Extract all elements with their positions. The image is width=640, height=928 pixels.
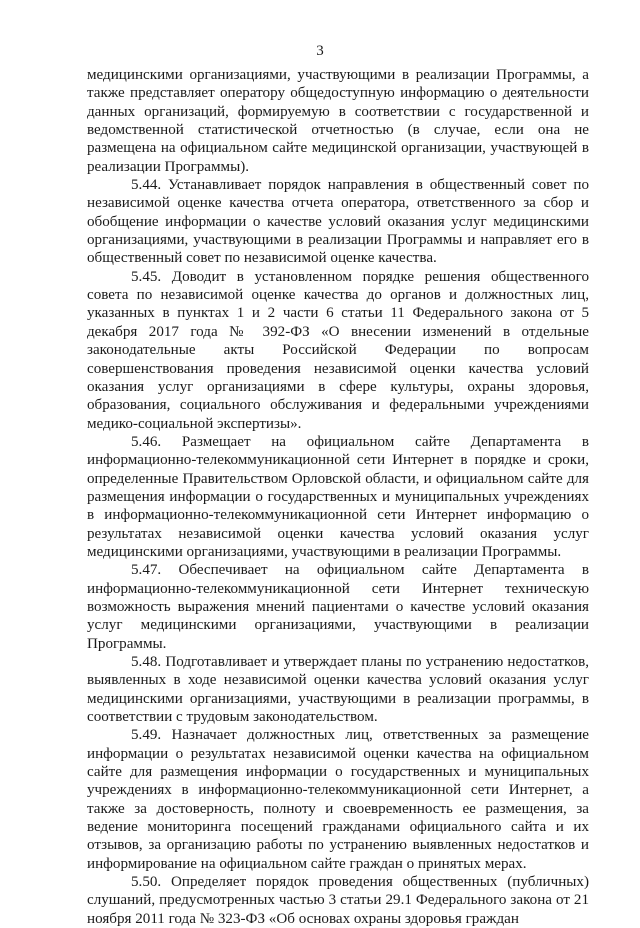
paragraph-5-45: 5.45. Доводит в установленном порядке решения общественного совета по независимой оценке качества до органов и должностных лиц, указанных в пунктах 1 и 2 части 6 статьи 11 Федерального закона от 5 декабря 2017 года № 392-ФЗ «О внесении изменений в отдельные законодательные акты Российской Федерации по вопросам совершенствования проведения независимой оценки качества условий оказания услуг организациями в сфере культуры, охраны здоровья, образования, социального обслуживания и федеральными учреждениями медико-социальной экспертизы». [87, 268, 589, 432]
paragraph-5-44: 5.44. Устанавливает порядок направления в общественный совет по независимой оценке качества отчета оператора, ответственного за сбор и обобщение информации о качестве условий оказания услуг медицинскими организациями, участвующими в реализации Программы и направляет его в общественный совет по независимой оценке качества. [87, 177, 589, 267]
paragraph-5-50: 5.50. Определяет порядок проведения общественных (публичных) слушаний, предусмотренных частью 3 статьи 29.1 Федерального закона от 21 ноября 2011 года № 323-ФЗ «Об основах охраны здоровья граждан [87, 874, 589, 927]
paragraph-5-46: 5.46. Размещает на официальном сайте Департамента в информационно-телекоммуникационной сети Интернет в порядке и сроки, определенные Правительством Орловской области, и официальном сайте для размещения информации о государственных и муниципальных учреждениях в информационно-телекоммуникационной сети Интернет информацию о результатах независимой оценки качества условий оказания услуг медицинскими организациями, участвующими в реализации Программы. [87, 433, 589, 560]
document-body [87, 66, 589, 928]
paragraph-continuation: медицинскими организациями, участвующими в реализации Программы, а также представляет оператору общедоступную информацию о деятельности данных организаций, формируемую в соответствии с государственной и ведомственной статистической отчетностью (в случае, если она не размещена на официальном сайте медицинской организации, участвующей в реализации Программы). [87, 67, 589, 175]
paragraph-5-47: 5.47. Обеспечивает на официальном сайте Департамента в информационно-телекоммуникационной сети Интернет техническую возможность выражения мнений пациентами о качестве условий оказания услуг медицинскими организациями, участвующими в реализации Программы. [87, 562, 589, 652]
paragraph-5-48: 5.48. Подготавливает и утверждает планы по устранению недостатков, выявленных в ходе независимой оценки качества условий оказания услуг медицинскими организациями, участвующими в реализации программы, в соответствии с трудовым законодательством. [87, 654, 589, 726]
page-number: 3 [316, 43, 324, 59]
paragraph-5-49: 5.49. Назначает должностных лиц, ответственных за размещение информации о результатах независимой оценки качества на официальном сайте для размещения информации о государственных и муниципальных учреждениях в информационно-телекоммуникационной сети Интернет, а также за достоверность, полноту и своевременность ее размещения, за ведение мониторинга посещений гражданами официального сайта и их отзывов, за организацию работы по устранению выявленных недостатков и информирование на официальном сайте граждан о принятых мерах. [87, 727, 589, 872]
